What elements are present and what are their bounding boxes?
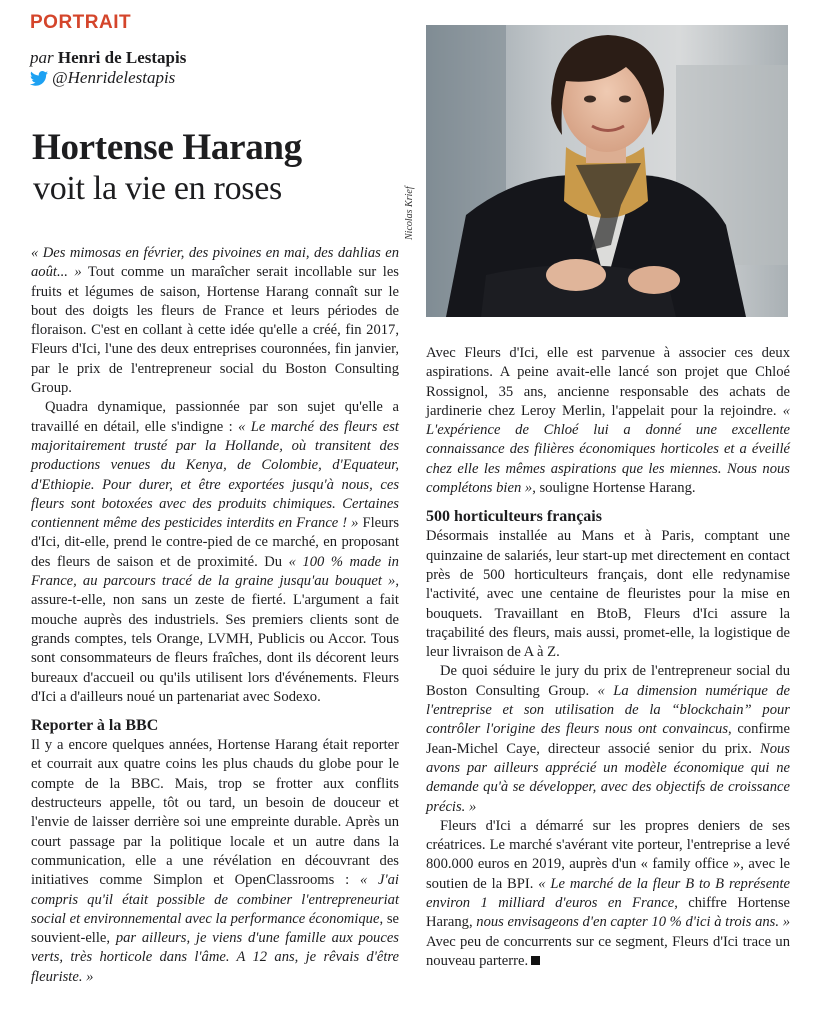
end-mark	[531, 956, 540, 965]
paragraph: Quadra dynamique, passionnée par son sujet qu'elle a travaillé en détail, elle s'indigne : « Le marché des fleurs est majoritairement trusté par la Hollande, où transitent des productions venues du Kenya, de Colombie, d'Equateur, d'Ethiopie. Pour durer, et être exportées jusqu'à nous, ces fleurs sont botoxées avec des produits chimiques. Certaines contiennent même des pesticides interdits en France ! » Fleurs d'Ici, dit-elle, prend le contre-pied de ce marché, en proposant des fleurs de saison et de proximité. Du « 100 % made in France, au parcours tracé de la graine jusqu'au bouquet », assure-t-elle, non sans un zeste de fierté. L'argument a fait mouche auprès des industriels. Ses premiers clients sont de grands comptes, tels Orange, LVMH, Publicis ou Accor. Tous sont consommateurs de fleurs fraîches, dont ils décorent leurs bureaux d'accueil ou qu'ils utilisent lors d'événements. Fleurs d'Ici a d'ailleurs noué un partenariat avec Sodexo.	[31, 399, 399, 705]
paragraph: Il y a encore quelques années, Hortense Harang était reporter et courrait aux quatre coins les plus chauds du globe pour le compte de la BBC. Mais, trop se frotter aux conflits destructeurs appelle, tôt ou tard, un besoin de douceur et l'envie de laisser derrière soi une empreinte durable. Après un court passage par la politique locale et un autre dans la communication, elle a une révélation en découvrant des initiatives comme Simplon et OpenClassrooms : « J'ai compris qu'il était possible de combiner l'entrepreneuriat social et environnemental avec la performance économique, se souvient-elle, par ailleurs, je viens d'une famille aux pouces verts, très horticole dans l'âme. A 12 ans, je rêvais d'être fleuriste. »	[31, 737, 399, 985]
subheadline: voit la vie en roses	[33, 170, 282, 207]
byline-prefix: par	[30, 48, 54, 67]
twitter-bird-icon	[30, 71, 48, 86]
paragraph: De quoi séduire le jury du prix de l'entrepreneur social du Boston Consulting Group. « La dimension numérique de l'entreprise et son utilisation de la “blockchain” pour contrôler l'origine des fleurs nous ont convaincus, confirme Jean-Michel Caye, directeur associé senior du prix. Nous avons par ailleurs apprécié un modèle économique qui ne demande qu'à se développer, avec des objectifs de croissance précis. »	[426, 663, 790, 815]
section-label: PORTRAIT	[30, 12, 132, 33]
paragraph: Désormais installée au Mans et à Paris, comptant une quinzaine de salariés, leur start-up met directement en contact près de 500 horticulteurs français, dont elle redynamise l'activité, avec une centaine de fleuristes pour la mise en bouquets. Travaillant en BtoB, Fleurs d'Ici assure la traçabilité des fleurs, mais aussi, promet-elle, la logistique de leur livraison de A à Z.	[426, 528, 790, 661]
twitter-handle[interactable]	[30, 68, 175, 88]
headline: Hortense Harang	[32, 127, 302, 168]
byline	[30, 48, 186, 68]
paragraph: « Des mimosas en février, des pivoines en mai, des dahlias en août... » Tout comme un maraîcher serait incollable sur les fruits et légumes de saison, Hortense Harang connaît sur le bout des doigts les fleurs de France et leurs périodes de floraison. C'est en collant à cette idée qu'elle a créé, fin 2017, Fleurs d'Ici, l'une des deux entreprises couronnées, fin janvier, par le prix de l'entrepreneur social du Boston Consulting Group.	[31, 245, 399, 397]
paragraph: Avec Fleurs d'Ici, elle est parvenue à associer ces deux aspirations. A peine avait-elle lancé son projet que Chloé Rossignol, 35 ans, ancienne responsable des achats de jardinerie chez Leroy Merlin, l'appelait pour la rejoindre. « L'expérience de Chloé lui a donné une excellente connaissance des filières économiques horticoles et a éveillé chez elle les mêmes aspirations que les miennes. Nous nous complétons bien », souligne Hortense Harang.	[426, 345, 790, 497]
article-column-left	[31, 244, 399, 987]
article-column-right	[426, 344, 790, 971]
author-name: Henri de Lestapis	[57, 48, 187, 67]
portrait-photo	[426, 25, 788, 317]
section-heading: Reporter à la BBC	[31, 717, 159, 735]
paragraph: Fleurs d'Ici a démarré sur les propres deniers de ses créatrices. Le marché s'avérant vite porteur, l'entreprise a levé 800.000 euros en 2019, auprès d'un « family office », avec le soutien de la BPI. « Le marché de la fleur B to B représente environ 1 milliard d'euros en France, chiffre Hortense Harang, nous envisageons d'en capter 10 % d'ici à trois ans. » Avec peu de concurrents sur ce segment, Fleurs d'Ici trace un nouveau parterre.	[426, 817, 790, 969]
photo-credit: Nicolas Krief	[404, 186, 415, 240]
twitter-handle-text: @Henridelestapis	[52, 68, 176, 87]
section-heading: 500 horticulteurs français	[426, 508, 602, 526]
